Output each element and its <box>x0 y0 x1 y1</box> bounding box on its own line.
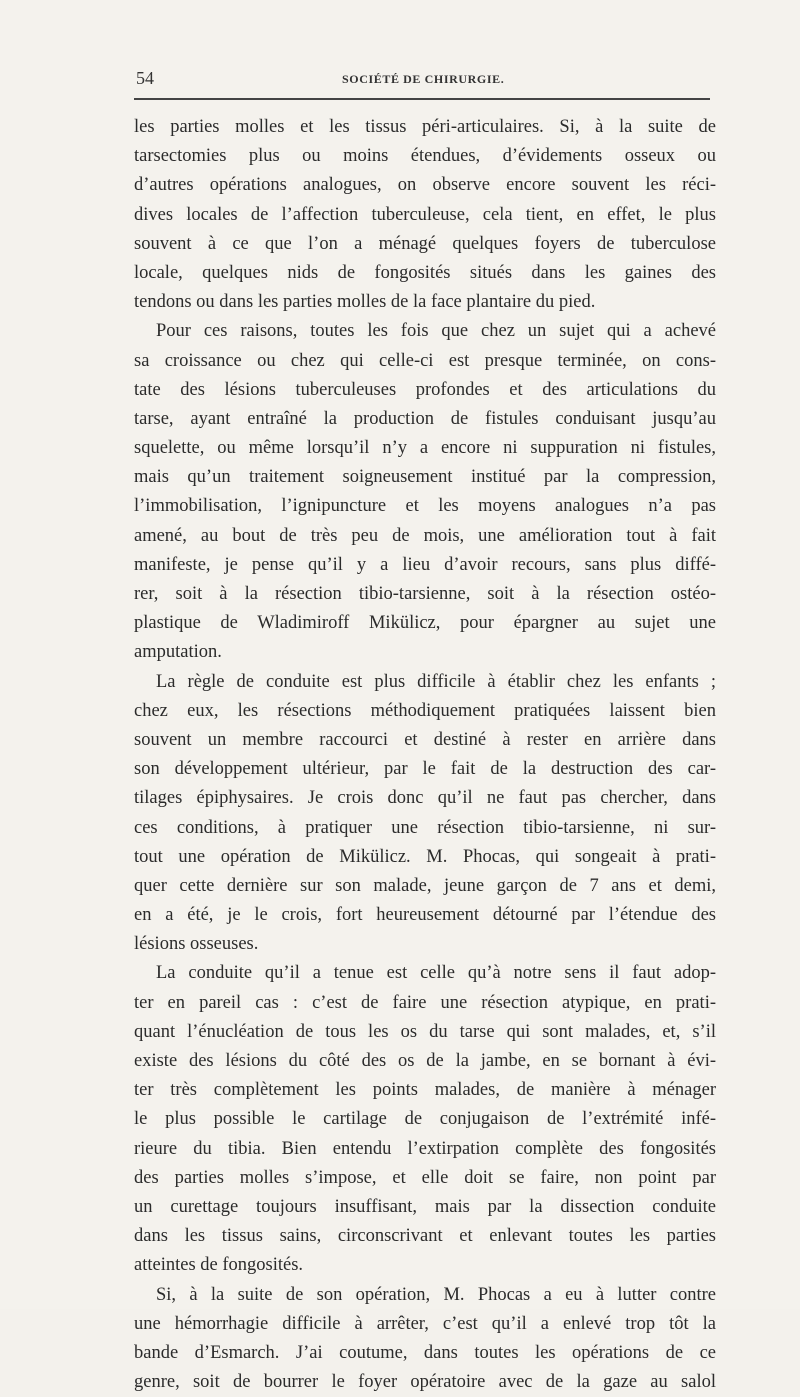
text-line: dives locales de l’affection tuberculeuse, cela tient, en effet, le plus <box>134 204 716 225</box>
text-line: atteintes de fongosités. <box>134 1255 304 1276</box>
text-line: tendons ou dans les parties molles de la face plantaire du pied. <box>134 292 596 313</box>
header-rule <box>134 98 710 100</box>
text-line: tate des lésions tuberculeuses profondes et des articulations du <box>134 379 716 400</box>
text-line: tout une opération de Mikülicz. M. Phocas, qui songeait à prati- <box>134 846 716 867</box>
text-line: rer, soit à la résection tibio-tarsienne, soit à la résection ostéo- <box>134 584 716 604</box>
text-line: locale, quelques nids de fongosités situés dans les gaines des <box>134 262 716 283</box>
text-line: existe des lésions du côté des os de la jambe, en se bornant à évi- <box>134 1051 716 1071</box>
running-head: SOCIÉTÉ DE CHIRURGIE. <box>342 72 505 86</box>
text-line: ter très complètement les points malades, de manière à ménager <box>134 1080 716 1101</box>
text-line: le plus possible le cartilage de conjugaison de l’extrémité infé- <box>134 1109 716 1130</box>
text-line: un curettage toujours insuffisant, mais par la dissection conduite <box>134 1196 716 1217</box>
text-line: plastique de Wladimiroff Mikülicz, pour épargner au sujet une <box>134 613 716 634</box>
text-line: d’autres opérations analogues, on observe encore souvent les réci- <box>134 175 716 196</box>
text-line: l’immobilisation, l’ignipuncture et les moyens analogues n’a pas <box>134 496 716 517</box>
text-line: sa croissance ou chez qui celle-ci est presque terminée, on cons- <box>134 350 716 371</box>
text-line: bande d’Esmarch. J’ai coutume, dans toutes les opérations de ce <box>134 1342 716 1363</box>
text-line: ces conditions, à pratiquer une résection tibio-tarsienne, ni sur- <box>134 817 716 838</box>
page-header <box>134 68 710 92</box>
text-line: une hémorrhagie difficile à arrêter, c’est qu’il a enlevé trop tôt la <box>134 1313 716 1334</box>
text-line: tarse, ayant entraîné la production de fistules conduisant jusqu’au <box>134 408 716 429</box>
text-line: des parties molles s’impose, et elle doit se faire, non point par <box>134 1167 716 1188</box>
text-line: lésions osseuses. <box>134 934 259 955</box>
text-line: amputation. <box>134 642 222 663</box>
text-line: rieure du tibia. Bien entendu l’extirpation complète des fongosités <box>134 1138 716 1159</box>
page-number: 54 <box>136 68 154 88</box>
text-line: en a été, je le crois, fort heureusement détourné par l’étendue des <box>134 905 716 926</box>
text-line: ter en pareil cas : c’est de faire une résection atypique, en prati- <box>134 992 716 1013</box>
text-line: tarsectomies plus ou moins étendues, d’évidements osseux ou <box>134 146 716 167</box>
text-line: manifeste, je pense qu’il y a lieu d’avoir recours, sans plus diffé- <box>134 554 716 575</box>
text-line: squelette, ou même lorsqu’il n’y a encore ni suppuration ni fistules, <box>134 438 716 459</box>
text-line: tilages épiphysaires. Je crois donc qu’il ne faut pas chercher, dans <box>134 788 716 809</box>
text-line: Si, à la suite de son opération, M. Phocas a eu à lutter contre <box>156 1284 716 1305</box>
text-line: souvent un membre raccourci et destiné à rester en arrière dans <box>134 729 716 750</box>
text-line: La conduite qu’il a tenue est celle qu’à notre sens il faut adop- <box>156 963 716 984</box>
text-line: genre, soit de bourrer le foyer opératoire avec de la gaze au salol <box>134 1372 716 1393</box>
text-line: quer cette dernière sur son malade, jeune garçon de 7 ans et demi, <box>134 875 716 896</box>
text-line: La règle de conduite est plus difficile à établir chez les enfants ; <box>156 671 716 692</box>
body-text <box>134 113 716 1397</box>
text-line: son développement ultérieur, par le fait de la destruction des car- <box>134 759 716 780</box>
text-line: quant l’énucléation de tous les os du tarse qui sont malades, et, s’il <box>134 1021 716 1042</box>
text-line: souvent à ce que l’on a ménagé quelques foyers de tuberculose <box>134 233 716 254</box>
text-line: les parties molles et les tissus péri-articulaires. Si, à la suite de <box>134 117 716 137</box>
text-line: mais qu’un traitement soigneusement institué par la compression, <box>134 467 716 488</box>
text-line: dans les tissus sains, circonscrivant et enlevant toutes les parties <box>134 1226 716 1247</box>
text-line: Pour ces raisons, toutes les fois que chez un sujet qui a achevé <box>156 321 716 342</box>
text-line: amené, au bout de très peu de mois, une amélioration tout à fait <box>134 525 716 546</box>
text-line: chez eux, les résections méthodiquement pratiquées laissent bien <box>134 700 716 721</box>
